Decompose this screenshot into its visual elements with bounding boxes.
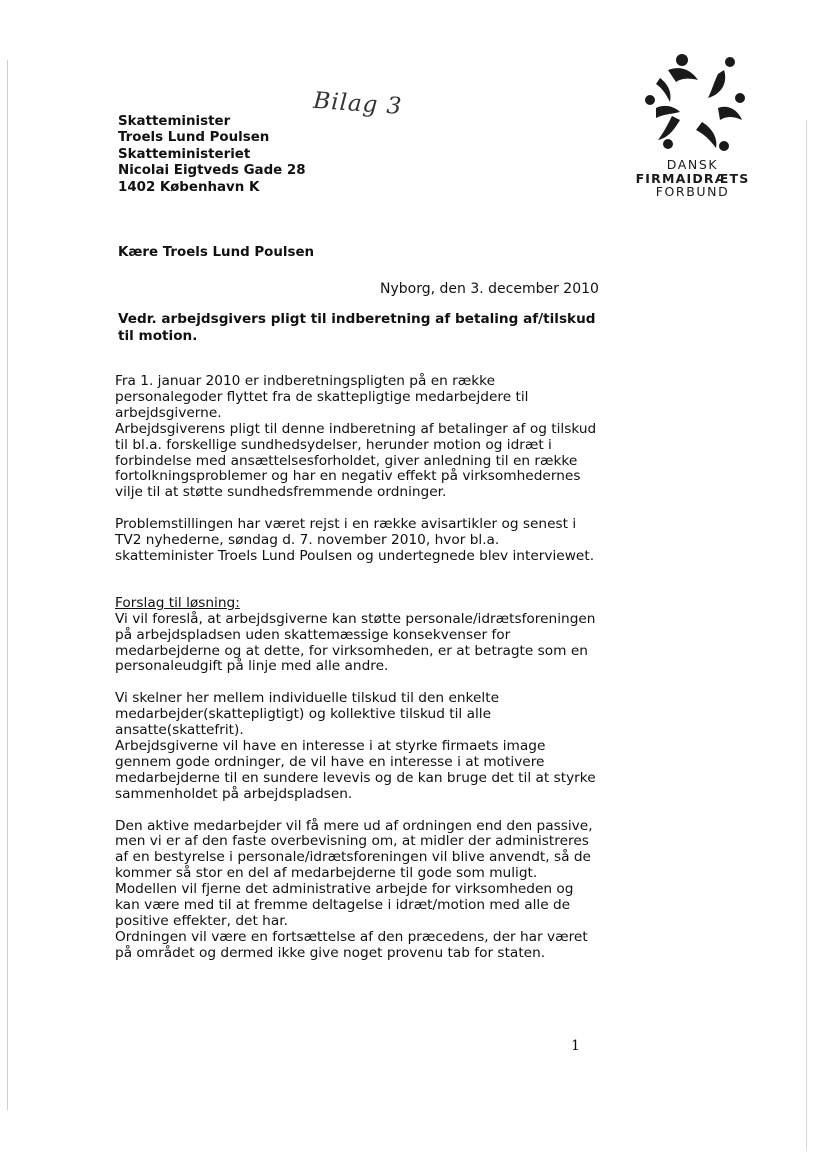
- text-line: arbejdsgiverne.: [115, 404, 222, 421]
- subject-text: til motion.: [118, 327, 198, 344]
- page-number: 1: [571, 1038, 580, 1054]
- text-line: kan være med til at fremme deltagelse i idræt/motion med alle de: [115, 897, 571, 914]
- text-line: til bl.a. forskellige sundhedsydelser, herunder motion og idræt i: [115, 436, 552, 453]
- date-line: Nyborg, den 3. december 2010: [380, 281, 599, 297]
- address-line: 1402 København K: [118, 179, 260, 195]
- text-line: Ordningen vil være en fortsættelse af den præcedens, der har været: [115, 928, 588, 945]
- text-line: vilje til at støtte sundhedsfremmende ordninger.: [115, 484, 447, 501]
- text-line: Vi vil foreslå, at arbejdsgiverne kan støtte personale/idrætsforeningen: [115, 610, 596, 627]
- text-line: Vi skelner her mellem individuelle tilskud til den enkelte: [115, 690, 499, 707]
- logo-text-line1: DANSK: [666, 157, 719, 172]
- text-line: Problemstillingen har været rejst i en række avisartikler og senest i: [115, 516, 577, 533]
- star-figures-icon: [638, 48, 748, 158]
- text-line: Modellen vil fjerne det administrative arbejde for virksomheden og: [115, 881, 574, 898]
- paragraph: [115, 596, 615, 676]
- text-line: gennem gode ordninger, de vil have en interesse i at motivere: [115, 753, 545, 770]
- paragraph: [115, 374, 615, 501]
- recipient-address: [118, 114, 306, 196]
- text-line: kommer så stor en del af medarbejderne til gode som muligt.: [115, 865, 538, 882]
- subject-text: Vedr. arbejdsgivers pligt til indberetning af betaling af/tilskud: [118, 311, 596, 327]
- text-line: Den aktive medarbejder vil få mere ud af ordningen end den passive,: [115, 817, 593, 834]
- text-line: Arbejdsgiverens pligt til denne indberetning af betalinger af og tilskud: [115, 420, 597, 437]
- address-line: Nicolai Eigtveds Gade 28: [118, 163, 306, 179]
- text-line: af en bestyrelse i personale/idrætsforeningen vil blive anvendt, så de: [115, 849, 591, 866]
- text-line: sammenholdet på arbejdspladsen.: [115, 785, 353, 802]
- logo-text-line3: FORBUND: [655, 184, 730, 199]
- text-line: men vi er af den faste overbevisning om, at midler der administreres: [115, 833, 589, 850]
- text-line: på området og dermed ikke give noget provenu tab for staten.: [115, 944, 546, 961]
- address-line: Skatteministeriet: [118, 146, 251, 162]
- subject-line: [118, 311, 618, 344]
- text-line: TV2 nyhederne, søndag d. 7. november 2010, hvor bl.a.: [115, 532, 500, 549]
- paragraph: [115, 819, 615, 962]
- section-heading: Forslag til løsning:: [115, 594, 240, 611]
- handwritten-stamp: Bilag 3: [312, 87, 404, 121]
- scan-edge-left: [7, 60, 8, 1110]
- salutation: Kære Troels Lund Poulsen: [118, 245, 315, 260]
- logo-text-line2: FIRMAIDRÆTS: [635, 170, 750, 186]
- text-line: medarbejder(skattepligtigt) og kollektive tilskud til alle: [115, 706, 491, 723]
- text-line: på arbejdspladsen uden skattemæssige konsekvenser for: [115, 626, 511, 643]
- text-line: positive effekter, det har.: [115, 912, 288, 929]
- text-line: personalegoder flyttet fra de skattepligtige medarbejdere til: [115, 388, 529, 405]
- text-line: forbindelse med ansættelsesforholdet, giver anledning til en række: [115, 452, 578, 469]
- text-line: Fra 1. januar 2010 er indberetningspligten på en række: [115, 373, 496, 389]
- scan-edge-right: [806, 120, 807, 1150]
- text-line: fortolkningsproblemer og har en negativ effekt på virksomhedernes: [115, 468, 581, 485]
- text-line: medarbejderne til en sundere levevis og de kan bruge det til at styrke: [115, 769, 596, 786]
- text-line: ansatte(skattefrit).: [115, 722, 244, 739]
- organization-logo: [630, 48, 755, 210]
- address-line: Troels Lund Poulsen: [118, 130, 270, 146]
- paragraph: [115, 691, 615, 802]
- paragraph: [115, 517, 615, 565]
- text-line: personaleudgift på linje med alle andre.: [115, 658, 389, 675]
- text-line: skatteminister Troels Lund Poulsen og undertegnede blev interviewet.: [115, 547, 595, 564]
- text-line: medarbejderne og at dette, for virksomheden, er at betragte som en: [115, 642, 588, 659]
- letter-body: [115, 374, 615, 978]
- address-line: Skatteminister: [118, 114, 231, 129]
- text-line: Arbejdsgiverne vil have en interesse i at styrke firmaets image: [115, 738, 546, 754]
